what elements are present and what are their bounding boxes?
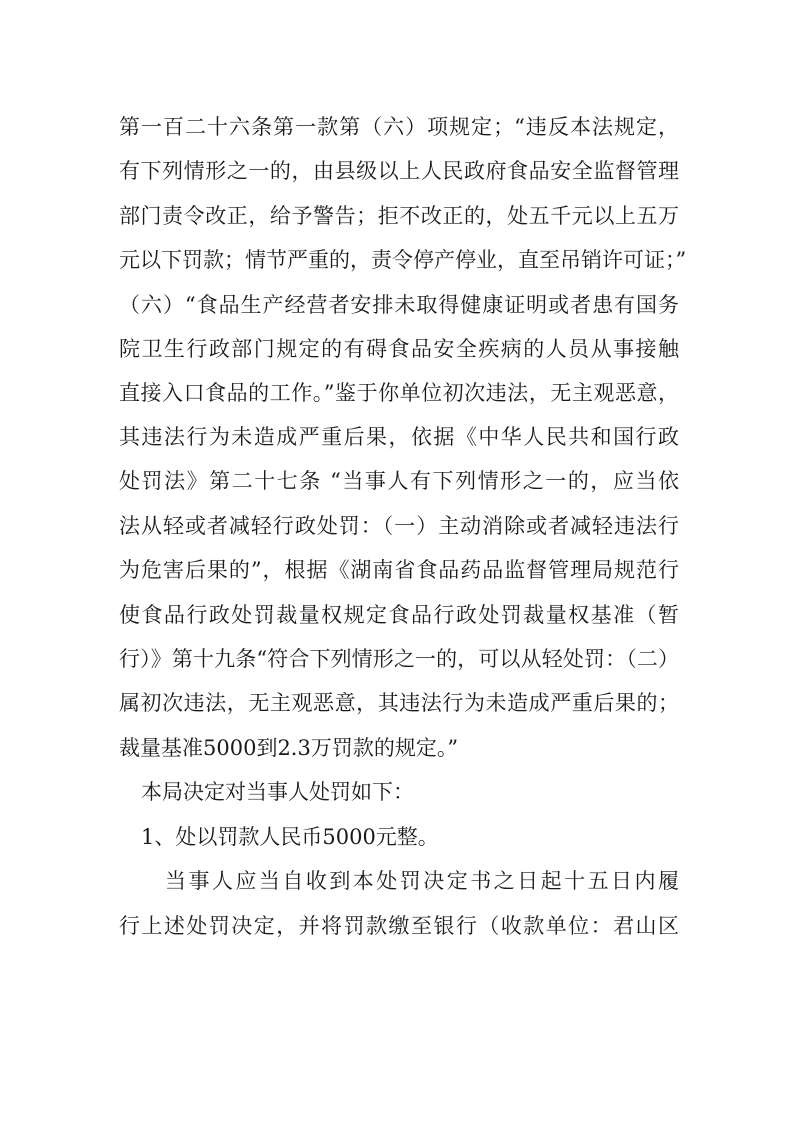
body-text-line: 第一百二十六条第一款第（六）项规定；“违反本法规定， [119, 115, 679, 139]
body-text-line: 处罚法》第二十七条 “当事人有下列情形之一的，应当依 [119, 469, 679, 493]
body-text-line: 元以下罚款；情节严重的，责令停产停业，直至吊销许可证；” [119, 248, 687, 272]
decision-intro: 本局决定对当事人处罚如下： [141, 780, 414, 804]
body-text-line: 裁量基准5000到2.3万罚款的规定。” [119, 736, 459, 760]
body-text-line: 有下列情形之一的，由县级以上人民政府食品安全监督管理 [119, 159, 679, 183]
body-text-line: 其违法行为未造成严重后果，依据《中华人民共和国行政 [119, 425, 679, 449]
body-text-line: 为危害后果的”，根据《湖南省食品药品监督管理局规范行 [119, 558, 679, 582]
body-text-line: 法从轻或者减轻行政处罚：（一）主动消除或者减轻违法行 [119, 514, 679, 538]
body-text-line: （六）“食品生产经营者安排未取得健康证明或者患有国务 [119, 293, 679, 317]
body-text-line: 院卫生行政部门规定的有碍食品安全疾病的人员从事接触 [119, 337, 679, 361]
body-text-line: 部门责令改正，给予警告；拒不改正的，处五千元以上五万 [119, 204, 679, 228]
payment-text-line: 当事人应当自收到本处罚决定书之日起十五日内履 [165, 869, 679, 893]
body-text-line: 使食品行政处罚裁量权规定食品行政处罚裁量权基准（暂 [119, 603, 679, 627]
body-text-line: 行）》第十九条“符合下列情形之一的，可以从轻处罚：（二） [119, 647, 679, 671]
body-text-line: 直接入口食品的工作。”鉴于你单位初次违法，无主观恶意， [119, 381, 679, 405]
payment-text-line: 行上述处罚决定，并将罚款缴至银行（收款单位：君山区 [119, 914, 679, 938]
penalty-item: 1、处以罚款人民币5000元整。 [141, 825, 439, 849]
body-text-line: 属初次违法，无主观恶意，其违法行为未造成严重后果的； [119, 691, 679, 715]
